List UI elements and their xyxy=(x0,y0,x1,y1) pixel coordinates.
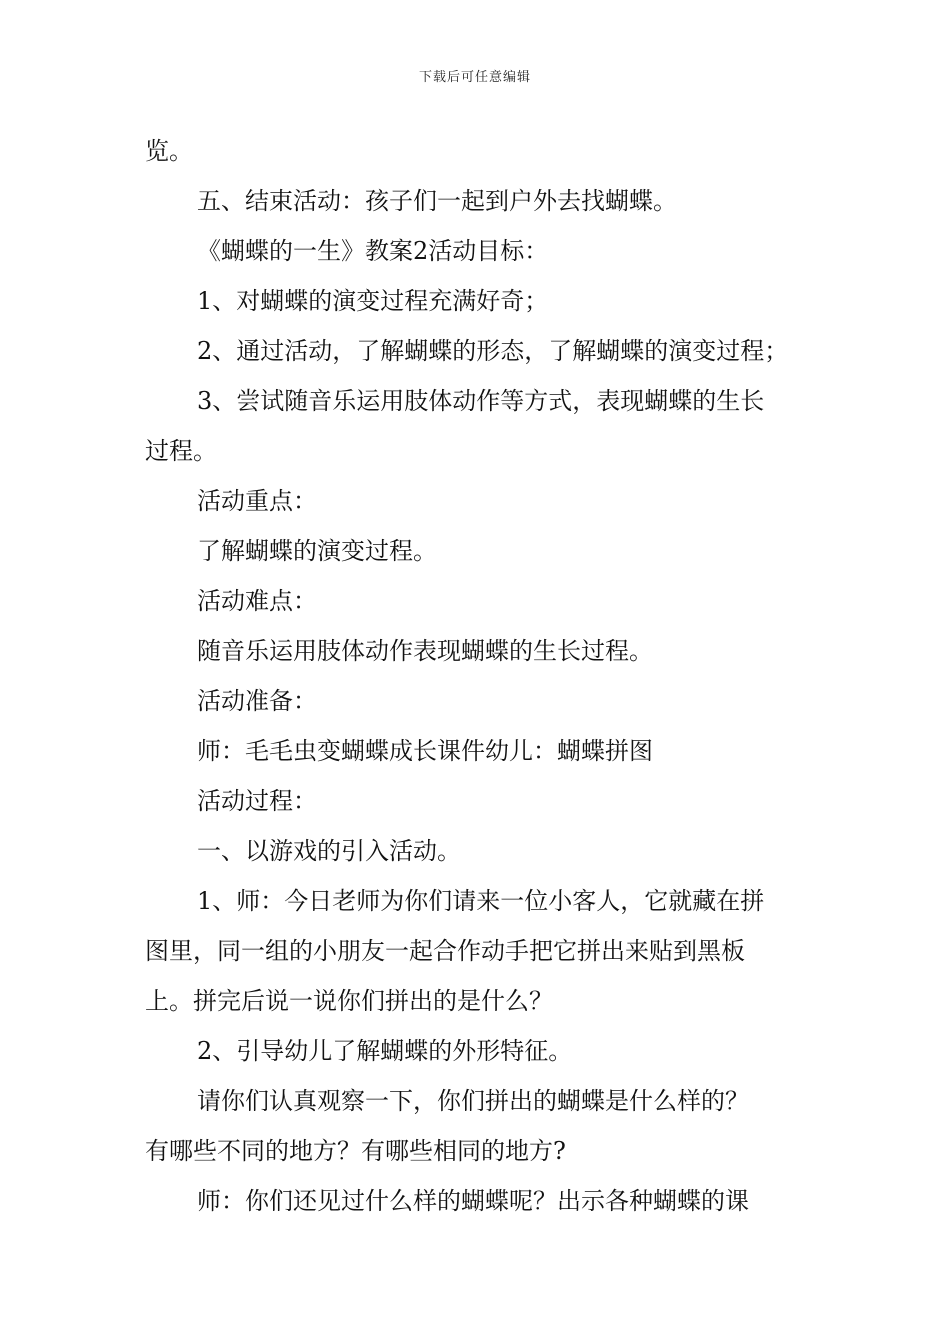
text-line: 活动重点： xyxy=(197,487,317,515)
text-line: 有哪些不同的地方？有哪些相同的地方? xyxy=(145,1137,566,1165)
text-line: 上。拼完后说一说你们拼出的是什么？ xyxy=(145,987,553,1015)
page-header: 下载后可任意编辑 xyxy=(418,70,531,85)
text-line: 活动准备： xyxy=(197,687,317,715)
text-line: 五、结束活动：孩子们一起到户外去找蝴蝶。 xyxy=(197,187,677,215)
text-line: 过程。 xyxy=(145,437,217,465)
text-line: 1、师：今日老师为你们请来一位小客人，它就藏在拼 xyxy=(197,887,765,915)
text-line: 览。 xyxy=(145,137,193,165)
text-line: 活动难点： xyxy=(197,587,317,615)
text-line: 了解蝴蝶的演变过程。 xyxy=(197,537,437,565)
document-body xyxy=(145,126,810,1226)
text-line: 请你们认真观察一下，你们拼出的蝴蝶是什么样的？ xyxy=(197,1087,749,1115)
text-line: 随音乐运用肢体动作表现蝴蝶的生长过程。 xyxy=(197,637,653,665)
text-line: 2、引导幼儿了解蝴蝶的外形特征。 xyxy=(197,1037,573,1065)
text-line: 3、尝试随音乐运用肢体动作等方式，表现蝴蝶的生长 xyxy=(197,387,765,415)
text-line: 师：你们还见过什么样的蝴蝶呢？出示各种蝴蝶的课 xyxy=(197,1187,749,1215)
text-line: 1、对蝴蝶的演变过程充满好奇； xyxy=(197,287,549,315)
text-line: 师：毛毛虫变蝴蝶成长课件幼儿：蝴蝶拼图 xyxy=(197,737,653,765)
text-line: 图里，同一组的小朋友一起合作动手把它拼出来贴到黑板 xyxy=(145,937,745,965)
text-line: 2、通过活动，了解蝴蝶的形态，了解蝴蝶的演变过程； xyxy=(197,337,789,365)
text-line: 活动过程： xyxy=(197,787,317,815)
text-line: 《蝴蝶的一生》教案2活动目标： xyxy=(197,237,549,265)
text-line: 一、以游戏的引入活动。 xyxy=(197,837,461,865)
